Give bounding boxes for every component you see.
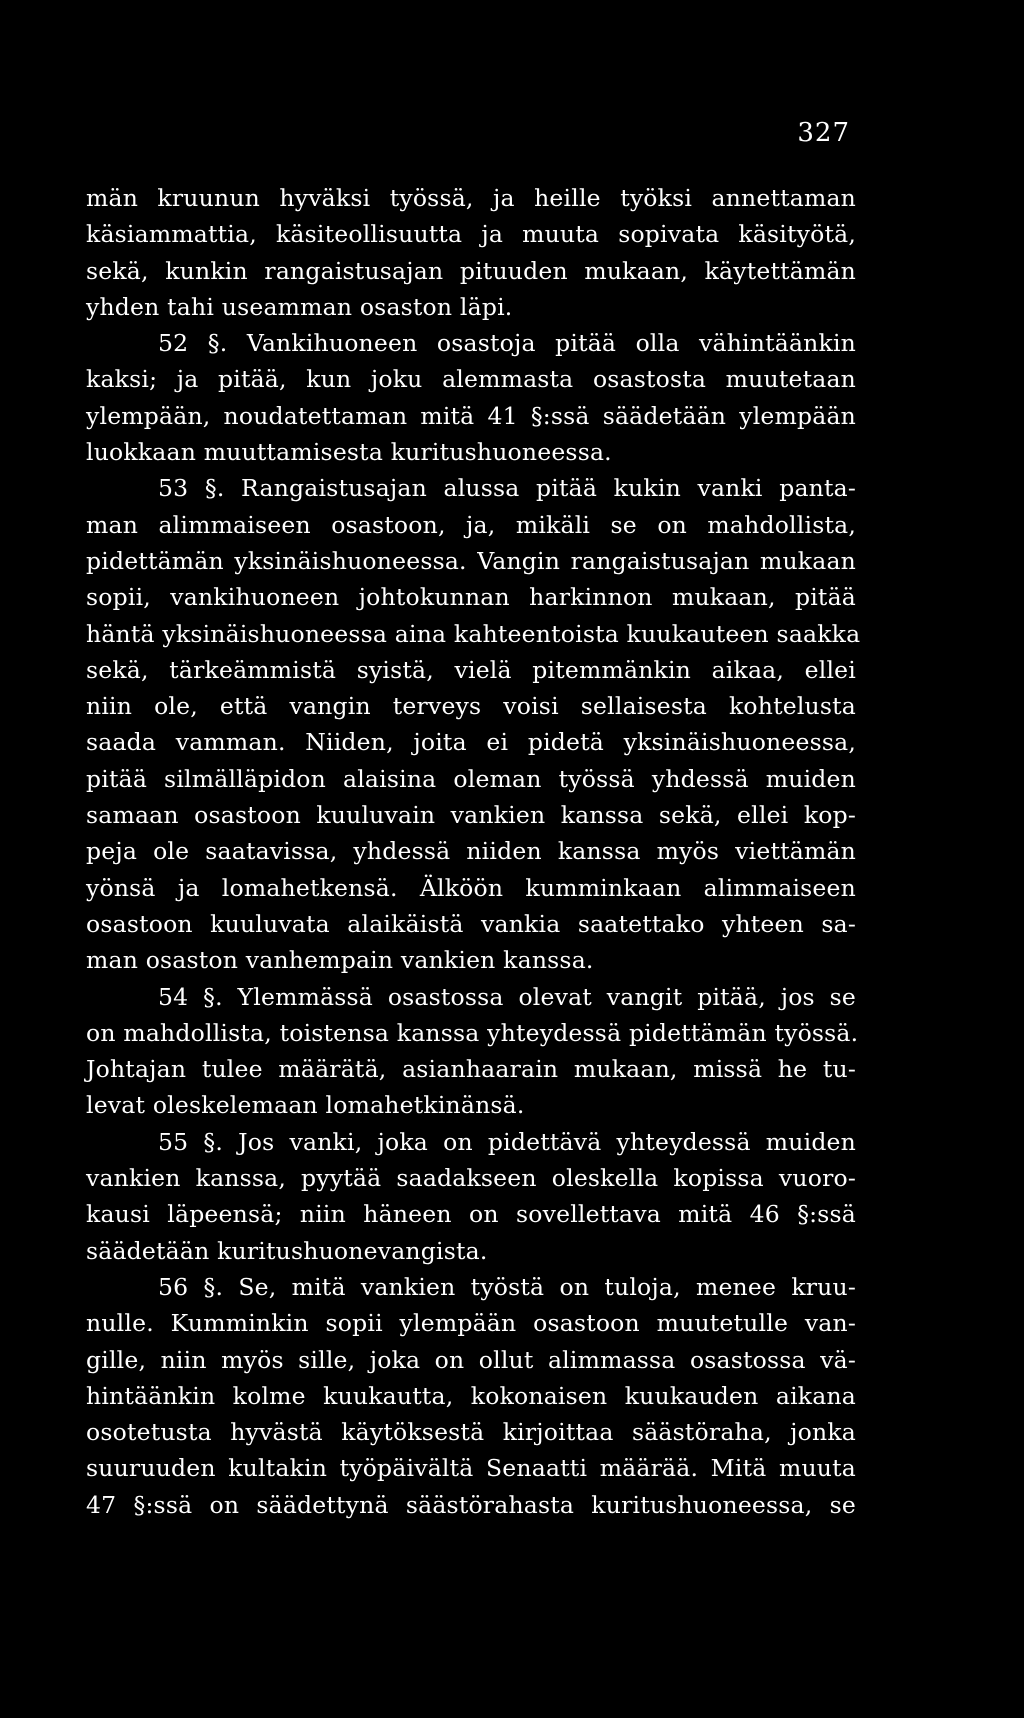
text-line: pitää silmälläpidon alaisina oleman työssä yhdessä muiden bbox=[86, 764, 856, 793]
text-line: 55 §. Jos vanki, joka on pidettävä yhteydessä muiden bbox=[158, 1127, 856, 1156]
text-line: häntä yksinäishuoneessa aina kahteentoista kuukauteen saakka bbox=[86, 619, 861, 648]
text-line: peja ole saatavissa, yhdessä niiden kanssa myös viettämän bbox=[86, 837, 856, 866]
text-line: sekä, tärkeämmistä syistä, vielä pitemmänkin aikaa, ellei bbox=[86, 655, 856, 684]
text-line: osastoon kuuluvata alaikäistä vankia saatettako yhteen sa- bbox=[86, 909, 856, 938]
text-line: 54 §. Ylemmässä osastossa olevat vangit pitää, jos se bbox=[158, 982, 856, 1011]
page-number: 327 bbox=[797, 118, 850, 148]
text-line: Johtajan tulee määrätä, asianhaarain mukaan, missä he tu- bbox=[86, 1055, 856, 1084]
text-line: säädetään kuritushuonevangista. bbox=[86, 1236, 488, 1265]
text-line: 52 §. Vankihuoneen osastoja pitää olla vähintäänkin bbox=[158, 329, 856, 358]
text-line: niin ole, että vangin terveys voisi sellaisesta kohtelusta bbox=[86, 692, 856, 721]
text-line: ylempään, noudatettaman mitä 41 §:ssä säädetään ylempään bbox=[86, 401, 856, 430]
text-line: käsiammattia, käsiteollisuutta ja muuta sopivata käsityötä, bbox=[86, 220, 856, 249]
text-line: man osaston vanhempain vankien kanssa. bbox=[86, 946, 594, 975]
text-line: on mahdollista, toistensa kanssa yhteydessä pidettämän työssä. bbox=[86, 1018, 859, 1047]
text-line: osotetusta hyvästä käytöksestä kirjoittaa säästöraha, jonka bbox=[86, 1418, 856, 1447]
text-line: suuruuden kultakin työpäivältä Senaatti määrää. Mitä muuta bbox=[86, 1454, 856, 1483]
text-line: kausi läpeensä; niin häneen on sovellettava mitä 46 §:ssä bbox=[86, 1200, 856, 1229]
text-line: saada vamman. Niiden, joita ei pidetä yksinäishuoneessa, bbox=[86, 728, 856, 757]
text-line: gille, niin myös sille, joka on ollut alimmassa osastossa vä- bbox=[86, 1345, 856, 1374]
text-line: 47 §:ssä on säädettynä säästörahasta kuritushuoneessa, se bbox=[86, 1490, 856, 1519]
text-line: sopii, vankihuoneen johtokunnan harkinnon mukaan, pitää bbox=[86, 583, 856, 612]
text-line: 56 §. Se, mitä vankien työstä on tuloja, menee kruu- bbox=[158, 1272, 856, 1301]
text-line: sekä, kunkin rangaistusajan pituuden mukaan, käytettämän bbox=[86, 256, 856, 285]
document-body bbox=[86, 180, 861, 1523]
text-line: kaksi; ja pitää, kun joku alemmasta osastosta muutetaan bbox=[86, 365, 856, 394]
text-line: nulle. Kumminkin sopii ylempään osastoon muutetulle van- bbox=[86, 1309, 856, 1338]
text-line: vankien kanssa, pyytää saadakseen oleskella kopissa vuoro- bbox=[86, 1164, 856, 1193]
text-line: män kruunun hyväksi työssä, ja heille työksi annettaman bbox=[86, 184, 856, 212]
text-line: luokkaan muuttamisesta kuritushuoneessa. bbox=[86, 438, 612, 467]
text-line: samaan osastoon kuuluvain vankien kanssa sekä, ellei kop- bbox=[86, 801, 856, 830]
text-line: yönsä ja lomahetkensä. Älköön kumminkaan alimmaiseen bbox=[86, 873, 856, 902]
text-line: 53 §. Rangaistusajan alussa pitää kukin vanki panta- bbox=[158, 474, 856, 503]
text-line: levat oleskelemaan lomahetkinänsä. bbox=[86, 1091, 525, 1120]
text-line: hintäänkin kolme kuukautta, kokonaisen kuukauden aikana bbox=[86, 1381, 856, 1410]
text-line: pidettämän yksinäishuoneessa. Vangin rangaistusajan mukaan bbox=[86, 546, 856, 575]
text-line: yhden tahi useamman osaston läpi. bbox=[86, 292, 513, 321]
text-line: man alimmaiseen osastoon, ja, mikäli se on mahdollista, bbox=[86, 510, 856, 539]
